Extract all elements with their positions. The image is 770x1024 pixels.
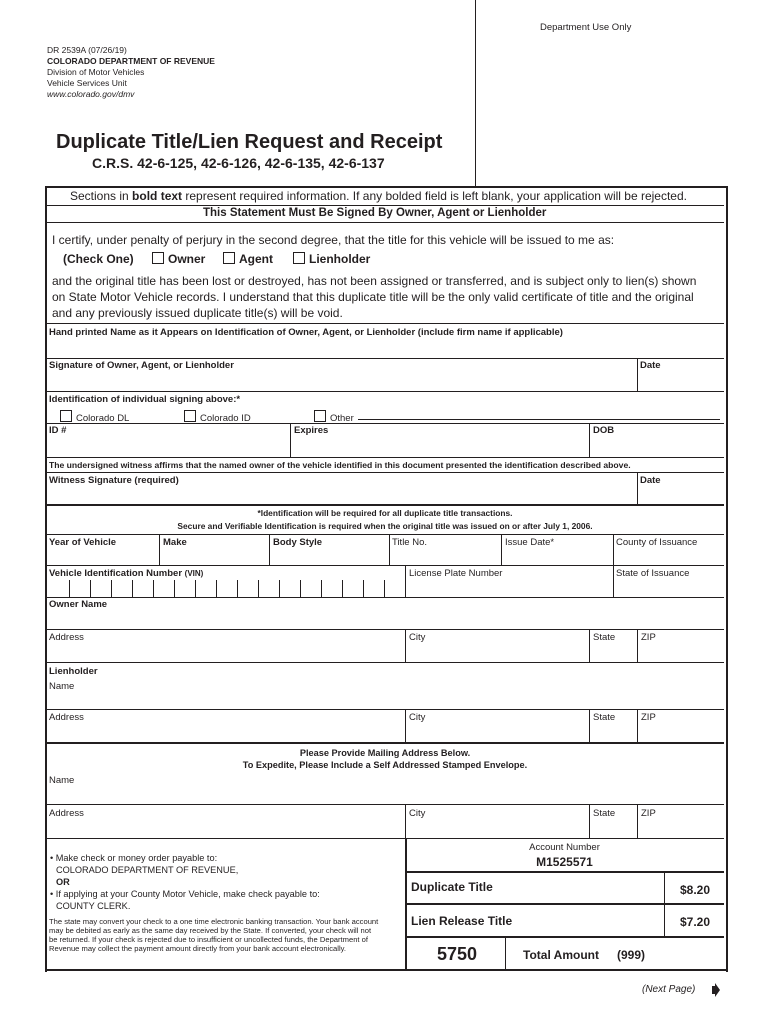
lienholder-city-field[interactable] (406, 724, 588, 741)
lienholder-heading: Lienholder (49, 666, 98, 677)
check-one-label: (Check One) (63, 252, 134, 266)
mailing-name-label: Name (49, 775, 75, 786)
certify-line2: and the original title has been lost or destroyed, has not been assigned or transferred, and is subject only to lien(s) shown (52, 274, 697, 288)
checkbox-icon (184, 410, 196, 422)
expires-field[interactable] (291, 437, 588, 456)
lienholder-zip-field[interactable] (638, 724, 724, 741)
lienholder-state-label: State (593, 712, 616, 723)
witness-signature-field[interactable] (47, 487, 636, 503)
make-label: Make (163, 537, 187, 548)
lienholder-name-field[interactable] (47, 693, 724, 708)
page-title: Duplicate Title/Lien Request and Receipt (56, 131, 443, 153)
title-number-field[interactable] (390, 549, 500, 564)
state-issuance-field[interactable] (614, 580, 724, 596)
required-notice: Sections in bold text represent required information. If any bolded field is left blank, your application will be rejected. (70, 189, 687, 203)
division-name: Division of Motor Vehicles (47, 67, 145, 77)
owner-city-label: City (409, 632, 426, 643)
witness-date-field[interactable] (638, 487, 724, 503)
mailing-zip-field[interactable] (638, 820, 724, 837)
hand-printed-name-field[interactable] (47, 340, 724, 358)
witness-date-label: Date (640, 475, 661, 486)
colorado-id-checkbox[interactable]: Colorado ID (184, 410, 251, 424)
unit-name: Vehicle Services Unit (47, 78, 127, 88)
id-number-field[interactable] (47, 437, 289, 456)
owner-state-field[interactable] (590, 644, 636, 661)
year-label: Year of Vehicle (49, 537, 117, 548)
conversion-notice-1: The state may convert your check to a one time electronic banking transaction. Your bank account (49, 917, 379, 926)
owner-zip-label: ZIP (641, 632, 656, 643)
payable-to-cdor: COLORADO DEPARTMENT OF REVENUE, (56, 865, 239, 875)
lienholder-city-label: City (409, 712, 426, 723)
payable-instruction: • Make check or money order payable to: (50, 853, 218, 863)
plate-label: License Plate Number (409, 568, 503, 579)
mailing-state-field[interactable] (590, 820, 636, 837)
issue-date-field[interactable] (502, 549, 612, 564)
county-instruction: • If applying at your County Motor Vehicle, make check payable to: (50, 889, 320, 899)
next-page-arrow-icon[interactable] (708, 983, 720, 997)
id-required-note: *Identification will be required for all duplicate title transactions. (257, 508, 513, 518)
county-field[interactable] (614, 549, 724, 564)
year-field[interactable] (47, 549, 158, 564)
or-label: OR (56, 877, 70, 887)
owner-name-label: Owner Name (49, 599, 108, 610)
signature-date-label: Date (640, 360, 661, 371)
body-style-label: Body Style (273, 537, 323, 548)
lienholder-state-field[interactable] (590, 724, 636, 741)
account-number-label: Account Number (529, 842, 600, 853)
owner-state-label: State (593, 632, 616, 643)
conversion-notice-4: Revenue may collect the payment amount directly from your bank account electronically. (49, 944, 347, 953)
witness-affirmation: The undersigned witness affirms that the named owner of the vehicle identified in this document presented the identification described above. (49, 460, 631, 470)
checkbox-icon (60, 410, 72, 422)
secure-id-note: Secure and Verifiable Identification is required when the original title was issued on or after July 1, 2006. (177, 521, 593, 531)
owner-checkbox[interactable]: Owner (152, 252, 205, 266)
lien-release-fee: $7.20 (679, 915, 710, 929)
state-issuance-label: State of Issuance (616, 568, 690, 579)
issue-date-label: Issue Date* (505, 537, 555, 548)
checkbox-icon (293, 252, 305, 264)
lienholder-checkbox[interactable]: Lienholder (293, 252, 370, 266)
id-number-label: ID # (49, 425, 67, 436)
title-number-label: Title No. (392, 537, 428, 548)
total-amount-label: Total Amount (523, 948, 599, 962)
county-label: County of Issuance (616, 537, 698, 548)
checkbox-icon (152, 252, 164, 264)
next-page-label: (Next Page) (642, 984, 696, 995)
agent-checkbox[interactable]: Agent (223, 252, 273, 266)
form-number: DR 2539A (07/26/19) (47, 45, 127, 55)
dob-label: DOB (593, 425, 615, 436)
body-style-field[interactable] (270, 549, 388, 564)
department-use-label: Department Use Only (540, 22, 632, 33)
total-amount-code: (999) (617, 948, 646, 962)
owner-address-label: Address (49, 632, 84, 643)
vin-label: Vehicle Identification Number (VIN) (49, 568, 204, 579)
org-name: COLORADO DEPARTMENT OF REVENUE (47, 56, 215, 66)
account-number: M1525571 (536, 855, 593, 869)
website-url: www.colorado.gov/dmv (47, 89, 135, 99)
lienholder-zip-label: ZIP (641, 712, 656, 723)
owner-city-field[interactable] (406, 644, 588, 661)
mailing-city-label: City (409, 808, 426, 819)
mailing-city-field[interactable] (406, 820, 588, 837)
hand-printed-name-label: Hand printed Name as it Appears on Identification of Owner, Agent, or Lienholder (include firm name if applicable) (49, 327, 563, 338)
duplicate-title-label: Duplicate Title (411, 880, 493, 894)
make-field[interactable] (160, 549, 268, 564)
certify-line4: and any previously issued duplicate title(s) will be void. (52, 306, 343, 320)
statute-citation: C.R.S. 42-6-125, 42-6-126, 42-6-135, 42-6-137 (92, 155, 385, 171)
vin-field[interactable] (47, 579, 404, 597)
mailing-state-label: State (593, 808, 616, 819)
dob-field[interactable] (590, 437, 724, 456)
other-id-field[interactable] (358, 419, 720, 420)
conversion-notice-3: be returned. If your check is rejected due to insufficient or uncollected funds, the Department of (49, 935, 368, 944)
mailing-zip-label: ZIP (641, 808, 656, 819)
id-heading: Identification of individual signing above:* (49, 394, 241, 405)
lienholder-address-label: Address (49, 712, 84, 723)
lienholder-name-label: Name (49, 681, 75, 692)
owner-zip-field[interactable] (638, 644, 724, 661)
lien-release-label: Lien Release Title (411, 914, 513, 928)
statement-heading: This Statement Must Be Signed By Owner, Agent or Lienholder (203, 207, 547, 219)
mailing-address-label: Address (49, 808, 84, 819)
checkbox-icon (223, 252, 235, 264)
checkbox-icon (314, 410, 326, 422)
payable-to-county: COUNTY CLERK. (56, 901, 131, 911)
mailing-subheading: To Expedite, Please Include a Self Addressed Stamped Envelope. (242, 760, 528, 770)
mailing-heading: Please Provide Mailing Address Below. (299, 748, 471, 758)
owner-name-field[interactable] (47, 611, 724, 628)
fee-code: 5750 (437, 944, 478, 964)
signature-field[interactable] (47, 372, 636, 390)
expires-label: Expires (294, 425, 329, 436)
lienholder-address-field[interactable] (47, 724, 404, 741)
plate-field[interactable] (406, 580, 612, 596)
signature-date-field[interactable] (638, 372, 724, 390)
duplicate-title-fee: $8.20 (679, 883, 710, 897)
certify-line1: I certify, under penalty of perjury in the second degree, that the title for this vehicle will be issued to me as: (52, 233, 615, 247)
colorado-dl-checkbox[interactable]: Colorado DL (60, 410, 129, 424)
other-id-checkbox[interactable]: Other (314, 410, 354, 424)
mailing-address-field[interactable] (47, 820, 404, 837)
conversion-notice-2: may be debited as early as the same day received by the State. If converted, your check will not (49, 926, 372, 935)
certify-line3: on State Motor Vehicle records. I understand that this duplicate title will be the only valid certificate of title and the original (52, 290, 694, 304)
owner-address-field[interactable] (47, 644, 404, 661)
witness-signature-label: Witness Signature (required) (49, 475, 179, 486)
mailing-name-field[interactable] (47, 787, 724, 803)
signature-label: Signature of Owner, Agent, or Lienholder (49, 360, 234, 371)
